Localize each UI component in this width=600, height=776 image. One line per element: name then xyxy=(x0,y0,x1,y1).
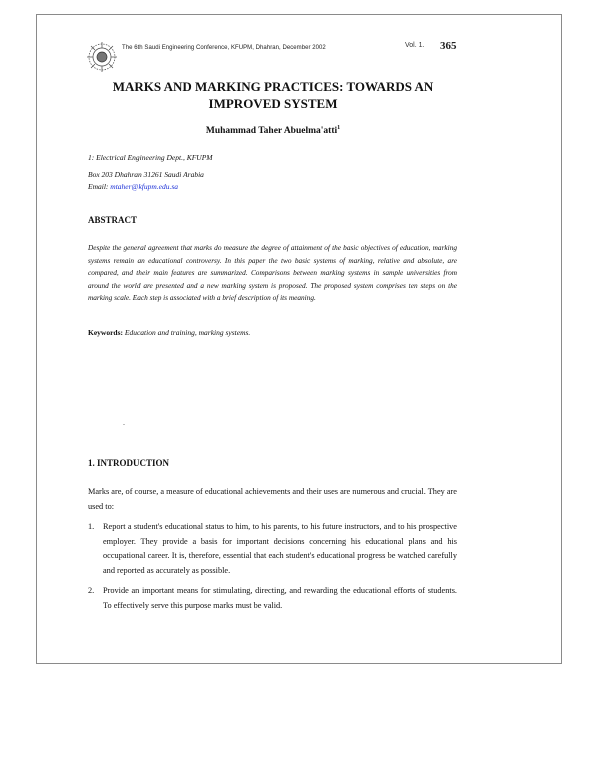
page-number: 365 xyxy=(440,40,457,52)
author-affiliation-mark: 1 xyxy=(337,125,341,131)
list-item-text: Provide an important means for stimulating, directing, and rewarding the educational efforts of students. To effectively serve this purpose marks must be valid. xyxy=(103,586,457,610)
keywords-text: Education and training, marking systems. xyxy=(123,328,251,337)
stray-mark: . xyxy=(123,418,125,427)
email-line xyxy=(88,182,178,191)
keywords-label: Keywords: xyxy=(88,328,123,337)
list-item-text: Report a student's educational status to him, to his parents, to his future instructors, and to his prospective employer. They provide a basis for important decisions concerning his educational plans and his occupational career. It is, therefore, essential that each student's educational progress be watched carefully and reported as accurately as possible. xyxy=(103,522,457,576)
abstract-heading: ABSTRACT xyxy=(88,215,138,225)
introduction-paragraph: Marks are, of course, a measure of educational achievements and their uses are numerous and crucial. They are used to: xyxy=(88,487,457,511)
paper-title xyxy=(88,78,458,112)
affiliation-line-1: 1: Electrical Engineering Dept., KFUPM xyxy=(88,153,213,162)
email-link[interactable]: mtaher@kfupm.edu.sa xyxy=(110,182,179,191)
volume-label: Vol. 1. xyxy=(405,42,425,49)
list-item-number: 1. xyxy=(88,522,95,531)
abstract-text: Despite the general agreement that marks do measure the degree of attainment of the basic objectives of education, marking systems remain an educational controversy. In this paper the two basic systems of marking, relative and absolute, are compared, and their main features are summarized. Comparisons between marking systems in sample universities from around the world are presented and a new marking system is proposed. The proposed system comprises ten steps on the marking scale. Each step is associated with a brief description of its meaning. xyxy=(88,243,457,303)
conference-header: The 6th Saudi Engineering Conference, KFUPM, Dhahran, December 2002 xyxy=(122,45,326,51)
author-name: Muhammad Taher Abuelma'atti xyxy=(205,126,338,137)
introduction-heading: 1. INTRODUCTION xyxy=(88,458,170,468)
author xyxy=(88,125,458,136)
email-label: Email: xyxy=(88,182,111,191)
list-item xyxy=(88,520,457,579)
conference-logo xyxy=(85,40,119,74)
list-item xyxy=(88,584,457,613)
title-line-1: MARKS AND MARKING PRACTICES: TOWARDS AN xyxy=(112,79,434,94)
keywords xyxy=(88,328,250,337)
title-line-2: IMPROVED SYSTEM xyxy=(208,96,338,111)
list-item-number: 2. xyxy=(88,586,95,595)
affiliation-line-2: Box 203 Dhahran 31261 Saudi Arabia xyxy=(88,170,204,179)
